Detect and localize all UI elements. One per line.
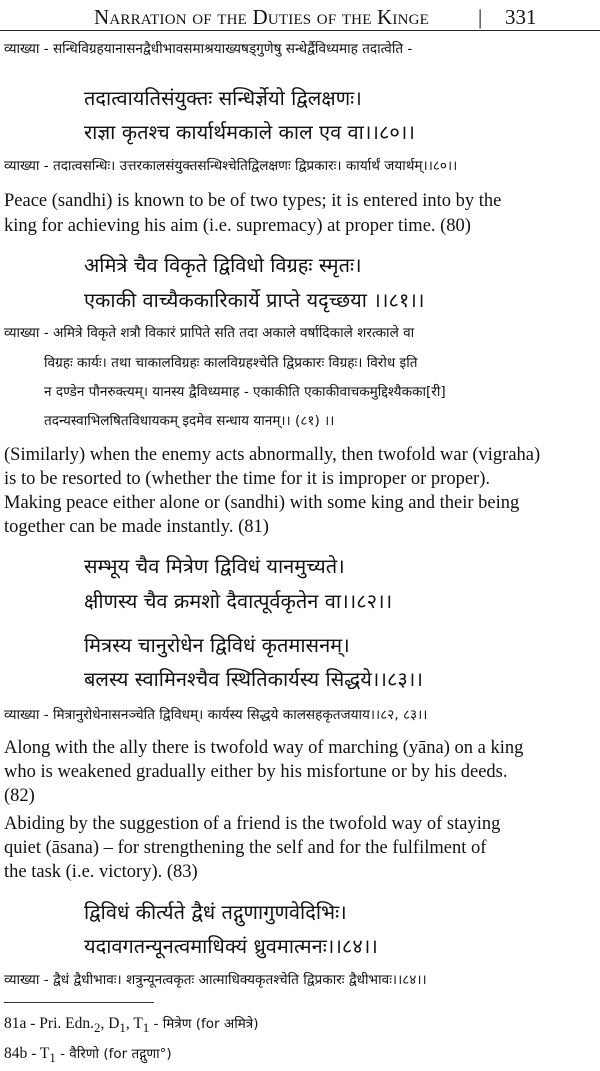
commentary-line: विग्रहः कार्यः। तथा चाकालविग्रहः कालविग्रहश्चेति द्विप्रकारः विग्रहः। विरोध इति xyxy=(44,355,418,371)
footnote-sub: 1 xyxy=(49,1050,56,1066)
commentary-line: व्याख्या - सन्धिविग्रहयानासनद्वैधीभावसमाश्रयाख्यषड्गुणेषु सन्धेर्द्वैविध्यमाह तदात्वेति - xyxy=(4,41,413,57)
commentary-line: व्याख्या - मित्रानुरोधेनासनञ्चेति द्विविधम्। कार्यस्य सिद्धये कालसहकृतजयाय।।८२, ८३।। xyxy=(4,707,428,723)
header-separator: | xyxy=(478,5,483,29)
footnote-variant: - वैरिणो (for तद्गुणा°) xyxy=(55,1046,172,1062)
verse-line: अमित्रे चैव विकृते द्विविधो विग्रहः स्मृतः। xyxy=(84,253,362,277)
verse-line: बलस्य स्वामिनश्चैव स्थितिकार्यस्य सिद्धये।।८३।। xyxy=(84,667,423,691)
verse-line: यदावगतन्यूनत्वमाधिक्यं ध्रुवमात्मनः।।८४।। xyxy=(84,934,378,958)
translation-line: who is weakened gradually either by his misfortune or by his deeds. xyxy=(4,762,508,782)
translation-line: (Similarly) when the enemy acts abnormally, then twofold war (vigraha) xyxy=(4,445,541,465)
verse-line: तदात्वायतिसंयुक्तः सन्धिर्ज्ञेयो द्विलक्षणः। xyxy=(84,86,362,110)
footnote-sub: 1 xyxy=(119,1020,126,1036)
translation-line: quiet (āsana) – for strengthening the self and for the fulfilment of xyxy=(4,838,487,858)
commentary-line: व्याख्या - तदात्वसन्धिः। उत्तरकालसंयुक्तसन्धिश्चेतिद्विलक्षणः द्विप्रकारः। कार्यार्थं जयार्थम्।।८०।। xyxy=(4,158,458,174)
commentary-line: व्याख्या - अमित्रे विकृते शत्रौ विकारं प्रापिते सति तदा अकाले वर्षादिकाले शरत्काले वा xyxy=(4,325,415,341)
verse-line: मित्रस्य चानुरोधेन द्विविधं कृतमासनम्। xyxy=(84,633,350,657)
footnote xyxy=(4,1013,259,1039)
verse-line: क्षीणस्य चैव क्रमशो दैवात्पूर्वकृतेन वा।।८२।। xyxy=(84,589,393,613)
translation-line: Abiding by the suggestion of a friend is the twofold way of staying xyxy=(4,814,501,834)
translation-line: Peace (sandhi) is known to be of two types; it is entered into by the xyxy=(4,191,502,211)
verse-line: सम्भूय चैव मित्रेण द्विविधं यानमुच्यते। xyxy=(84,554,345,578)
footnote-ref: 81a - Pri. Edn. xyxy=(4,1015,94,1032)
verse-line: राज्ञा कृतश्च कार्यार्थमकाले काल एव वा।।८०।। xyxy=(84,120,415,144)
verse-line: एकाकी वाच्यैककारिकार्ये प्राप्ते यदृच्छया ।।८१।। xyxy=(84,288,425,312)
commentary-line: तदन्यस्वाभिलषितविधायकम् इदमेव सन्धाय यानम्।। (८१) ।। xyxy=(44,413,335,429)
running-title: Narration of the Duties of the Kinge xyxy=(94,5,430,29)
footnote xyxy=(4,1043,172,1069)
footnote-sub: 2 xyxy=(93,1020,101,1036)
page-number: 331 xyxy=(505,5,537,29)
translation-line: king for achieving his aim (i.e. supremacy) at proper time. (80) xyxy=(4,216,471,236)
commentary-line: व्याख्या - द्वैधं द्वैधीभावः। शत्रुन्यूनत्वकृतः आत्माधिक्यकृतश्चेति द्विप्रकारः द्वैधीभावः।।८४।। xyxy=(4,972,427,988)
translation-line: the task (i.e. victory). (83) xyxy=(4,862,198,882)
translation-line: (82) xyxy=(4,786,35,806)
footnote-rule xyxy=(4,1002,154,1003)
footnote-sub: 1 xyxy=(142,1020,150,1036)
footnote-text: , D xyxy=(100,1015,120,1032)
footnote-ref: 84b - T xyxy=(4,1045,50,1062)
page-header xyxy=(0,2,600,31)
footnote-text: , T xyxy=(125,1015,143,1032)
translation-line: is to be resorted to (whether the time for it is improper or proper). xyxy=(4,469,490,489)
footnote-variant: - मित्रेण (for अमित्रे) xyxy=(149,1016,259,1032)
translation-line: together can be made instantly. (81) xyxy=(4,517,269,537)
translation-line: Making peace either alone or (sandhi) with some king and their being xyxy=(4,493,520,513)
verse-line: द्विविधं कीर्त्यते द्वैधं तद्गुणागुणवेदिभिः। xyxy=(84,900,347,924)
commentary-line: न दण्डेन पौनरुक्त्यम्। यानस्य द्वैविध्यमाह - एकाकीति एकाकीवाचकमुद्दिश्यैकका[री] xyxy=(44,384,446,400)
translation-line: Along with the ally there is twofold way of marching (yāna) on a king xyxy=(4,738,524,758)
